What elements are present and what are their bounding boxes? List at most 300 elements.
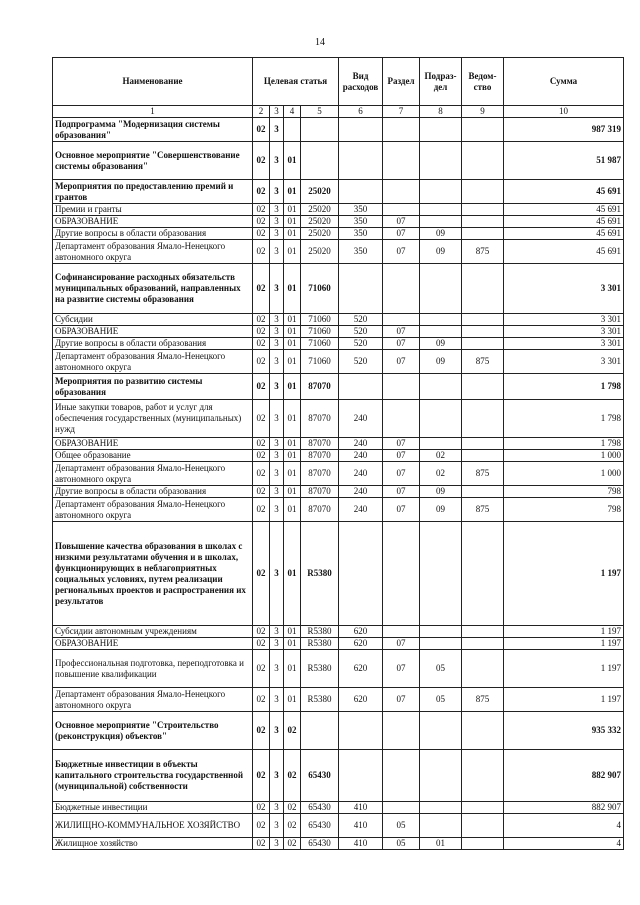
- dept-code: [462, 204, 504, 216]
- target-direction: 87070: [301, 374, 339, 400]
- target-event: 01: [284, 216, 301, 228]
- dept-code: [462, 814, 504, 838]
- section-code: [383, 626, 420, 638]
- dept-code: [462, 326, 504, 338]
- table-row: [53, 400, 624, 438]
- expense-type: [339, 522, 383, 626]
- target-program: 02: [253, 498, 270, 522]
- expense-type: 620: [339, 688, 383, 712]
- section-code: 07: [383, 350, 420, 374]
- table-row: [53, 462, 624, 486]
- target-direction: R5380: [301, 650, 339, 688]
- dept-code: [462, 338, 504, 350]
- table-row: [53, 688, 624, 712]
- target-event: 01: [284, 264, 301, 314]
- target-event: [284, 118, 301, 142]
- header-subsection: Подраз-дел: [420, 58, 462, 106]
- target-direction: 87070: [301, 462, 339, 486]
- expense-type: [339, 142, 383, 180]
- target-subprogram: 3: [270, 486, 284, 498]
- target-direction: R5380: [301, 626, 339, 638]
- expense-type: 240: [339, 498, 383, 522]
- index-cell: 8: [420, 106, 462, 118]
- target-subprogram: 3: [270, 264, 284, 314]
- section-code: [383, 142, 420, 180]
- table-row: [53, 204, 624, 216]
- target-program: 02: [253, 450, 270, 462]
- expense-type: [339, 750, 383, 802]
- dept-code: [462, 264, 504, 314]
- table-body: [53, 118, 624, 850]
- table-row: [53, 118, 624, 142]
- target-event: 01: [284, 314, 301, 326]
- subsection-code: 09: [420, 228, 462, 240]
- target-direction: 25020: [301, 180, 339, 204]
- row-name: Субсидии: [53, 314, 253, 326]
- table-row: [53, 374, 624, 400]
- subsection-code: [420, 118, 462, 142]
- target-direction: 87070: [301, 450, 339, 462]
- table-row: [53, 326, 624, 338]
- row-name: Подпрограмма "Модернизация системы образования": [53, 118, 253, 142]
- expense-type: 410: [339, 814, 383, 838]
- table-row: [53, 814, 624, 838]
- table-row: [53, 638, 624, 650]
- target-direction: 71060: [301, 264, 339, 314]
- table-row: [53, 350, 624, 374]
- row-name: Жилищное хозяйство: [53, 838, 253, 850]
- expense-type: 620: [339, 626, 383, 638]
- dept-code: [462, 438, 504, 450]
- expense-type: 410: [339, 802, 383, 814]
- target-program: 02: [253, 240, 270, 264]
- section-code: 07: [383, 450, 420, 462]
- dept-code: [462, 142, 504, 180]
- target-event: 01: [284, 522, 301, 626]
- section-code: [383, 118, 420, 142]
- target-subprogram: 3: [270, 338, 284, 350]
- target-program: 02: [253, 216, 270, 228]
- row-name: Департамент образования Ямало-Ненецкого автономного округа: [53, 498, 253, 522]
- table-row: [53, 438, 624, 450]
- target-event: 02: [284, 750, 301, 802]
- sum-value: 1 000: [504, 450, 624, 462]
- target-subprogram: 3: [270, 522, 284, 626]
- target-event: 01: [284, 450, 301, 462]
- target-subprogram: 3: [270, 350, 284, 374]
- section-code: [383, 204, 420, 216]
- target-event: 01: [284, 350, 301, 374]
- section-code: [383, 522, 420, 626]
- target-direction: R5380: [301, 688, 339, 712]
- row-name: Мероприятия по предоставлению премий и грантов: [53, 180, 253, 204]
- sum-value: 987 319: [504, 118, 624, 142]
- expense-type: 520: [339, 314, 383, 326]
- table-row: [53, 498, 624, 522]
- target-direction: [301, 712, 339, 750]
- target-event: 01: [284, 688, 301, 712]
- table-row: [53, 314, 624, 326]
- index-cell: 7: [383, 106, 420, 118]
- target-direction: 87070: [301, 400, 339, 438]
- expense-type: 350: [339, 228, 383, 240]
- row-name: ОБРАЗОВАНИЕ: [53, 326, 253, 338]
- sum-value: 1 798: [504, 374, 624, 400]
- section-code: 07: [383, 216, 420, 228]
- sum-value: 882 907: [504, 802, 624, 814]
- target-program: 02: [253, 180, 270, 204]
- target-event: 01: [284, 228, 301, 240]
- target-subprogram: 3: [270, 374, 284, 400]
- section-code: 07: [383, 338, 420, 350]
- section-code: [383, 750, 420, 802]
- expense-type: 240: [339, 438, 383, 450]
- dept-code: [462, 712, 504, 750]
- target-direction: 25020: [301, 240, 339, 264]
- row-name: Департамент образования Ямало-Ненецкого автономного округа: [53, 240, 253, 264]
- table-row: [53, 802, 624, 814]
- subsection-code: [420, 180, 462, 204]
- sum-value: 3 301: [504, 314, 624, 326]
- subsection-code: 01: [420, 838, 462, 850]
- target-event: 02: [284, 802, 301, 814]
- table-row: [53, 712, 624, 750]
- subsection-code: [420, 814, 462, 838]
- subsection-code: 09: [420, 486, 462, 498]
- target-event: 01: [284, 400, 301, 438]
- expense-type: 520: [339, 326, 383, 338]
- target-event: 01: [284, 240, 301, 264]
- subsection-code: 02: [420, 450, 462, 462]
- expense-type: [339, 118, 383, 142]
- expense-type: 240: [339, 462, 383, 486]
- sum-value: 798: [504, 486, 624, 498]
- dept-code: [462, 750, 504, 802]
- row-name: Департамент образования Ямало-Ненецкого автономного округа: [53, 462, 253, 486]
- index-cell: 6: [339, 106, 383, 118]
- target-event: 01: [284, 326, 301, 338]
- target-subprogram: 3: [270, 688, 284, 712]
- expense-type: 240: [339, 400, 383, 438]
- sum-value: 4: [504, 814, 624, 838]
- dept-code: [462, 180, 504, 204]
- subsection-code: [420, 802, 462, 814]
- subsection-code: 02: [420, 462, 462, 486]
- sum-value: 3 301: [504, 338, 624, 350]
- row-name: Профессиональная подготовка, переподготовка и повышение квалификации: [53, 650, 253, 688]
- row-name: Основное мероприятие "Совершенствование системы образования": [53, 142, 253, 180]
- section-code: 07: [383, 498, 420, 522]
- subsection-code: 05: [420, 688, 462, 712]
- subsection-code: [420, 438, 462, 450]
- sum-value: 1 197: [504, 688, 624, 712]
- table-row: [53, 338, 624, 350]
- target-subprogram: 3: [270, 498, 284, 522]
- dept-code: [462, 216, 504, 228]
- sum-value: 3 301: [504, 350, 624, 374]
- table-row: [53, 750, 624, 802]
- target-program: 02: [253, 814, 270, 838]
- target-program: 02: [253, 264, 270, 314]
- section-code: [383, 264, 420, 314]
- section-code: 07: [383, 462, 420, 486]
- row-name: Бюджетные инвестиции: [53, 802, 253, 814]
- dept-code: [462, 650, 504, 688]
- target-subprogram: 3: [270, 314, 284, 326]
- subsection-code: 09: [420, 350, 462, 374]
- sum-value: 4: [504, 838, 624, 850]
- section-code: 07: [383, 688, 420, 712]
- target-direction: 65430: [301, 750, 339, 802]
- table-row: [53, 450, 624, 462]
- dept-code: [462, 450, 504, 462]
- sum-value: 1 798: [504, 400, 624, 438]
- expense-type: 520: [339, 350, 383, 374]
- page-number: 14: [315, 37, 325, 48]
- index-cell: 3: [270, 106, 284, 118]
- expense-type: 350: [339, 216, 383, 228]
- section-code: 07: [383, 438, 420, 450]
- sum-value: 1 197: [504, 522, 624, 626]
- target-program: 02: [253, 712, 270, 750]
- index-cell: 1: [53, 106, 253, 118]
- sum-value: 51 987: [504, 142, 624, 180]
- header-row: [53, 58, 624, 106]
- expense-type: 240: [339, 450, 383, 462]
- target-program: 02: [253, 638, 270, 650]
- row-name: ОБРАЗОВАНИЕ: [53, 216, 253, 228]
- table-row: [53, 486, 624, 498]
- expense-type: 240: [339, 486, 383, 498]
- target-program: 02: [253, 838, 270, 850]
- target-program: 02: [253, 338, 270, 350]
- subsection-code: [420, 712, 462, 750]
- row-name: Софинансирование расходных обязательств муниципальных образований, направленных на развитие системы образования: [53, 264, 253, 314]
- section-code: 07: [383, 326, 420, 338]
- target-program: 02: [253, 486, 270, 498]
- target-direction: 25020: [301, 204, 339, 216]
- table-row: [53, 626, 624, 638]
- table-row: [53, 264, 624, 314]
- budget-table: [52, 57, 624, 850]
- dept-code: [462, 522, 504, 626]
- target-direction: 65430: [301, 838, 339, 850]
- expense-type: 520: [339, 338, 383, 350]
- target-subprogram: 3: [270, 638, 284, 650]
- target-subprogram: 3: [270, 228, 284, 240]
- target-event: 01: [284, 338, 301, 350]
- table-row: [53, 838, 624, 850]
- target-program: 02: [253, 688, 270, 712]
- header-section: Раздел: [383, 58, 420, 106]
- subsection-code: [420, 522, 462, 626]
- target-event: 01: [284, 498, 301, 522]
- dept-code: 875: [462, 350, 504, 374]
- subsection-code: [420, 626, 462, 638]
- dept-code: [462, 118, 504, 142]
- target-direction: [301, 142, 339, 180]
- sum-value: 1 798: [504, 438, 624, 450]
- table-row: [53, 650, 624, 688]
- target-direction: [301, 118, 339, 142]
- expense-type: 620: [339, 638, 383, 650]
- subsection-code: [420, 204, 462, 216]
- dept-code: [462, 802, 504, 814]
- header-name: Наименование: [53, 58, 253, 106]
- index-cell: 10: [504, 106, 624, 118]
- target-program: 02: [253, 142, 270, 180]
- sum-value: 798: [504, 498, 624, 522]
- index-row: [53, 106, 624, 118]
- table-row: [53, 142, 624, 180]
- target-event: 01: [284, 626, 301, 638]
- target-event: 01: [284, 650, 301, 688]
- subsection-code: [420, 314, 462, 326]
- row-name: Другие вопросы в области образования: [53, 338, 253, 350]
- row-name: ЖИЛИЩНО-КОММУНАЛЬНОЕ ХОЗЯЙСТВО: [53, 814, 253, 838]
- header-dept: Ведом-ство: [462, 58, 504, 106]
- row-name: Мероприятия по развитию системы образования: [53, 374, 253, 400]
- dept-code: [462, 838, 504, 850]
- index-cell: 4: [284, 106, 301, 118]
- subsection-code: 05: [420, 650, 462, 688]
- target-program: 02: [253, 626, 270, 638]
- row-name: Департамент образования Ямало-Ненецкого автономного округа: [53, 688, 253, 712]
- sum-value: 45 691: [504, 204, 624, 216]
- target-direction: R5380: [301, 638, 339, 650]
- target-subprogram: 3: [270, 712, 284, 750]
- row-name: Иные закупки товаров, работ и услуг для обеспечения государственных (муниципальных) нужд: [53, 400, 253, 438]
- target-program: 02: [253, 204, 270, 216]
- dept-code: 875: [462, 462, 504, 486]
- target-program: 02: [253, 118, 270, 142]
- subsection-code: [420, 216, 462, 228]
- sum-value: 1 197: [504, 638, 624, 650]
- target-event: 01: [284, 142, 301, 180]
- subsection-code: [420, 638, 462, 650]
- row-name: Другие вопросы в области образования: [53, 228, 253, 240]
- target-program: 02: [253, 228, 270, 240]
- target-event: 02: [284, 712, 301, 750]
- subsection-code: 09: [420, 338, 462, 350]
- sum-value: 3 301: [504, 264, 624, 314]
- target-program: 02: [253, 400, 270, 438]
- section-code: 05: [383, 814, 420, 838]
- dept-code: [462, 626, 504, 638]
- target-program: 02: [253, 326, 270, 338]
- target-event: 01: [284, 204, 301, 216]
- section-code: [383, 802, 420, 814]
- target-subprogram: 3: [270, 216, 284, 228]
- subsection-code: [420, 264, 462, 314]
- target-event: 01: [284, 462, 301, 486]
- dept-code: [462, 228, 504, 240]
- target-subprogram: 3: [270, 750, 284, 802]
- target-subprogram: 3: [270, 438, 284, 450]
- target-subprogram: 3: [270, 180, 284, 204]
- target-program: 02: [253, 374, 270, 400]
- target-program: 02: [253, 438, 270, 450]
- target-subprogram: 3: [270, 326, 284, 338]
- dept-code: [462, 486, 504, 498]
- target-direction: 71060: [301, 314, 339, 326]
- header-target: Целевая статья: [253, 58, 339, 106]
- section-code: 07: [383, 638, 420, 650]
- section-code: [383, 374, 420, 400]
- subsection-code: [420, 750, 462, 802]
- sum-value: 45 691: [504, 240, 624, 264]
- dept-code: 875: [462, 498, 504, 522]
- expense-type: [339, 264, 383, 314]
- target-subprogram: 3: [270, 450, 284, 462]
- table-row: [53, 522, 624, 626]
- dept-code: [462, 638, 504, 650]
- target-direction: 71060: [301, 350, 339, 374]
- dept-code: 875: [462, 688, 504, 712]
- target-event: 01: [284, 486, 301, 498]
- target-direction: 87070: [301, 438, 339, 450]
- target-program: 02: [253, 350, 270, 374]
- index-cell: 5: [301, 106, 339, 118]
- row-name: Общее образование: [53, 450, 253, 462]
- expense-type: 620: [339, 650, 383, 688]
- expense-type: [339, 180, 383, 204]
- target-program: 02: [253, 314, 270, 326]
- target-subprogram: 3: [270, 118, 284, 142]
- sum-value: 45 691: [504, 228, 624, 240]
- target-direction: 71060: [301, 338, 339, 350]
- target-direction: 71060: [301, 326, 339, 338]
- subsection-code: 09: [420, 498, 462, 522]
- row-name: Премии и гранты: [53, 204, 253, 216]
- index-cell: 9: [462, 106, 504, 118]
- expense-type: 410: [339, 838, 383, 850]
- target-event: 01: [284, 180, 301, 204]
- target-subprogram: 3: [270, 650, 284, 688]
- header-sum: Сумма: [504, 58, 624, 106]
- section-code: [383, 400, 420, 438]
- dept-code: 875: [462, 240, 504, 264]
- target-direction: 87070: [301, 486, 339, 498]
- section-code: [383, 314, 420, 326]
- sum-value: 935 332: [504, 712, 624, 750]
- sum-value: 3 301: [504, 326, 624, 338]
- section-code: 07: [383, 240, 420, 264]
- target-event: 01: [284, 438, 301, 450]
- target-subprogram: 3: [270, 462, 284, 486]
- sum-value: 45 691: [504, 180, 624, 204]
- target-subprogram: 3: [270, 400, 284, 438]
- row-name: Субсидии автономным учреждениям: [53, 626, 253, 638]
- index-cell: 2: [253, 106, 270, 118]
- sum-value: 882 907: [504, 750, 624, 802]
- target-program: 02: [253, 650, 270, 688]
- sum-value: 45 691: [504, 216, 624, 228]
- target-event: 01: [284, 638, 301, 650]
- row-name: Бюджетные инвестиции в объекты капитального строительства государственной (муниципальной) собственности: [53, 750, 253, 802]
- target-program: 02: [253, 802, 270, 814]
- dept-code: [462, 314, 504, 326]
- subsection-code: [420, 326, 462, 338]
- expense-type: 350: [339, 204, 383, 216]
- expense-type: [339, 374, 383, 400]
- target-direction: 65430: [301, 802, 339, 814]
- target-program: 02: [253, 750, 270, 802]
- table-row: [53, 216, 624, 228]
- section-code: 05: [383, 838, 420, 850]
- target-subprogram: 3: [270, 142, 284, 180]
- target-direction: 25020: [301, 228, 339, 240]
